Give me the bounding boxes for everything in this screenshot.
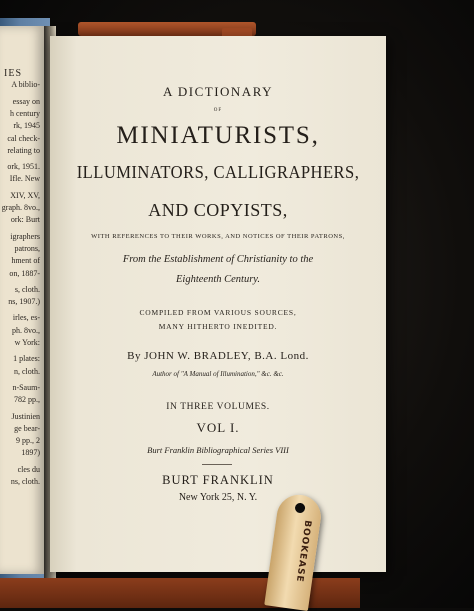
left-page-line: XIV, XV, <box>10 190 40 200</box>
left-page-line: rk, 1945 <box>13 121 40 131</box>
author-note: Author of "A Manual of Illumination," &c. &c. <box>152 370 284 378</box>
left-page-line: h century <box>10 108 40 118</box>
title-page <box>50 36 386 572</box>
left-page-line: s, cloth. <box>14 284 40 294</box>
era-line-1: From the Establishment of Christianity to the <box>122 254 314 265</box>
left-page-line: hment of <box>11 256 40 266</box>
left-page-line: ork: Burt <box>10 215 40 225</box>
left-page-line: irles, es- <box>12 313 40 323</box>
title-miniaturists: MINIATURISTS, <box>116 122 320 149</box>
title-line-1: A DICTIONARY <box>162 84 274 99</box>
left-page-line: essay on <box>12 96 40 106</box>
left-page-line: ork, 1951. <box>7 162 40 172</box>
left-page-line: relating to <box>7 145 40 155</box>
left-page-line: 1897) <box>21 448 40 458</box>
left-page-line: Justinien <box>11 411 40 421</box>
volume-number: VOL I. <box>196 420 240 435</box>
bookmark-hole <box>294 502 305 513</box>
bookmark-label: BOOKEASE <box>293 519 313 584</box>
publisher: BURT FRANKLIN <box>162 473 274 487</box>
left-page-line: ph. 8vo., <box>12 325 40 335</box>
left-page-line: w York: <box>14 338 40 347</box>
compiled-line-2: MANY HITHERTO INEDITED. <box>158 322 278 331</box>
left-page-line: ns, 1907.) <box>8 297 40 307</box>
divider-rule <box>202 464 232 465</box>
left-page-line: igraphers <box>10 231 40 241</box>
publisher-address: New York 25, N. Y. <box>178 492 258 503</box>
title-line-2: OF <box>213 108 223 113</box>
left-page-line: 9 pp., 2 <box>16 436 40 446</box>
series-line: Burt Franklin Bibliographical Series VIII <box>147 445 289 455</box>
left-page-line: ge bear- <box>14 423 40 433</box>
left-page-line: Ifle. New <box>9 174 40 184</box>
author-line: By JOHN W. BRADLEY, B.A. Lond. <box>127 350 309 362</box>
left-page-line: 1 plates: <box>13 354 40 364</box>
era-line-2: Eighteenth Century. <box>176 274 260 285</box>
left-page-line: patrons, <box>14 243 40 253</box>
left-page-line: n, cloth. <box>14 366 40 376</box>
left-page-line: IES <box>4 68 22 79</box>
compiled-line-1: COMPILED FROM VARIOUS SOURCES, <box>139 308 297 317</box>
left-page-line: on, 1887- <box>9 268 40 278</box>
left-page-line: n-Saum- <box>12 382 40 392</box>
title-copyists: AND COPYISTS, <box>148 200 288 220</box>
left-page-line: 782 pp., <box>14 395 40 405</box>
left-page-line: A biblio- <box>11 80 40 90</box>
left-page-line: ns, cloth. <box>10 477 40 486</box>
volumes-line: IN THREE VOLUMES. <box>166 402 270 412</box>
left-page-line: cal check- <box>7 133 40 143</box>
left-page <box>0 26 44 574</box>
title-illuminators: ILLUMINATORS, CALLIGRAPHERS, <box>76 162 360 182</box>
left-page-line: graph. 8vo., <box>1 203 40 212</box>
left-page-line: cles du <box>17 464 40 474</box>
references-line: WITH REFERENCES TO THEIR WORKS, AND NOTICES OF THEIR PATRONS, <box>91 233 345 240</box>
